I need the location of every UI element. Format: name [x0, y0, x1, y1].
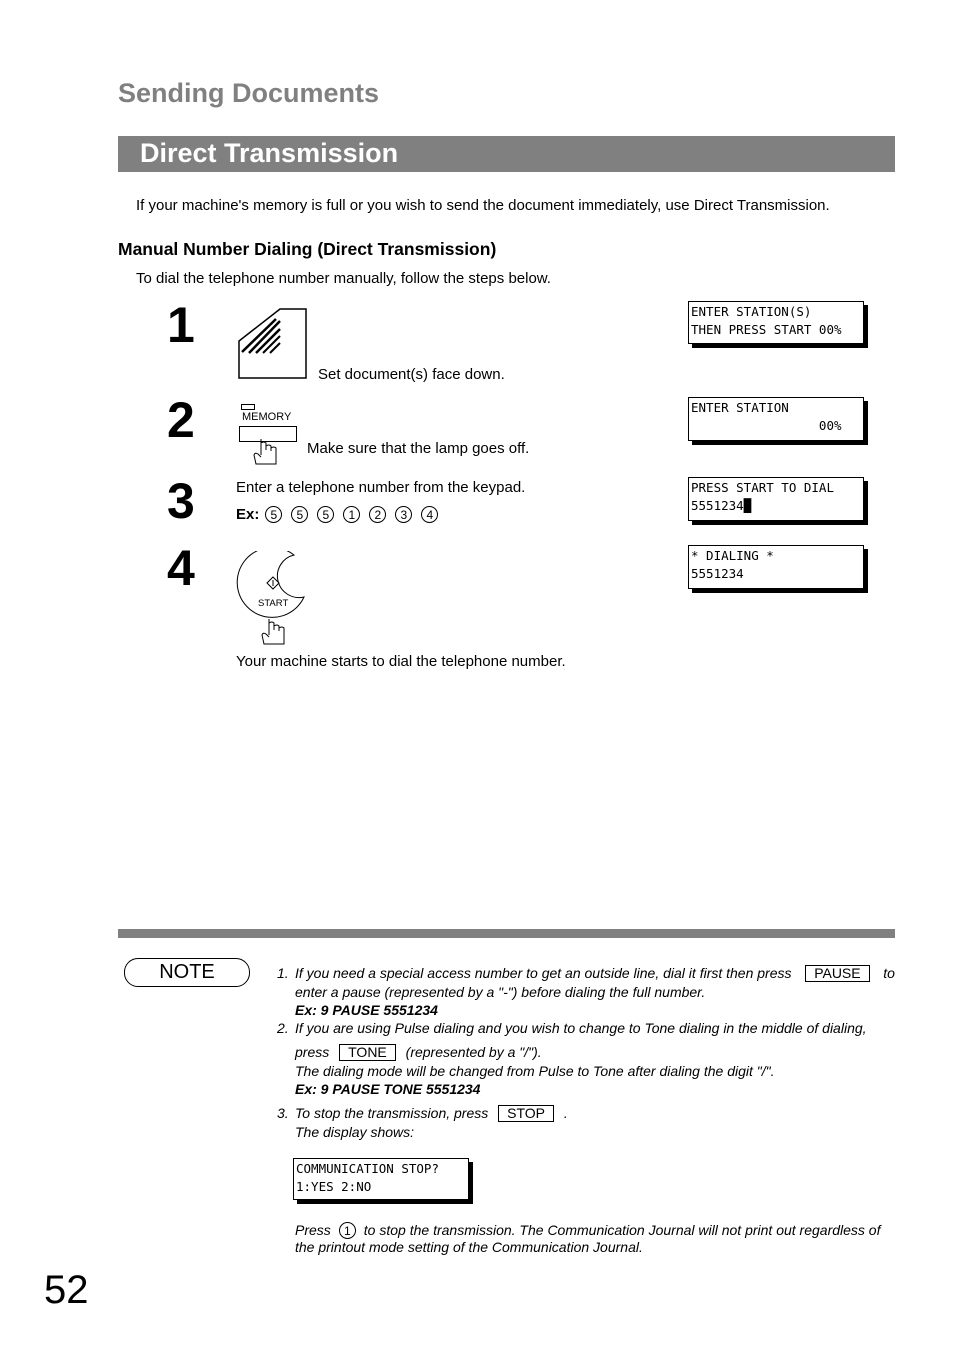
start-button-icon[interactable]	[236, 551, 310, 625]
note-text: to	[883, 965, 895, 981]
step-text: Make sure that the lamp goes off.	[307, 440, 530, 457]
section-title: Sending Documents	[118, 78, 380, 108]
note-line	[295, 1043, 542, 1062]
note-text: Press	[295, 1222, 331, 1238]
section-divider	[118, 929, 895, 938]
lcd-line: COMMUNICATION STOP?	[296, 1161, 439, 1176]
step-text: Set document(s) face down.	[318, 366, 505, 383]
note-text: to stop the transmission. The Communication Journal will not print out regardless of	[363, 1222, 881, 1238]
note-text: the printout mode setting of the Communication Journal.	[295, 1239, 643, 1255]
note-text: enter a pause (represented by a "-") before dialing the full number.	[295, 984, 706, 1000]
stop-key: STOP	[498, 1105, 554, 1122]
keypad-example	[236, 506, 447, 523]
key-1-icon: 1	[339, 1222, 356, 1239]
subsection-heading: Manual Number Dialing (Direct Transmission)	[118, 239, 497, 259]
example-label: Ex:	[236, 506, 260, 523]
lcd-line: * DIALING *	[691, 548, 774, 563]
subsection-intro: To dial the telephone number manually, follow the steps below.	[136, 270, 551, 287]
key-1-icon: 1	[343, 506, 360, 523]
step-text: Your machine starts to dial the telephone number.	[236, 653, 566, 670]
lcd-display	[688, 545, 864, 589]
key-5-icon: 5	[265, 506, 282, 523]
lcd-line: 5551234	[691, 566, 744, 581]
note-number: 1.	[277, 965, 289, 981]
note-number: 3.	[277, 1105, 289, 1121]
lcd-line: 5551234█	[691, 498, 752, 513]
intro-text: If your machine's memory is full or you wish to send the document immediately, use Direct Transmission.	[136, 197, 830, 214]
memory-lamp-icon	[241, 404, 255, 410]
lcd-line: ENTER STATION	[691, 400, 789, 415]
lcd-line: THEN PRESS START 00%	[691, 322, 842, 337]
note-badge: NOTE	[124, 958, 250, 987]
memory-button-label: MEMORY	[242, 411, 292, 423]
step-text: Enter a telephone number from the keypad.	[236, 479, 526, 496]
note-number: 2.	[277, 1020, 289, 1036]
step-number: 2	[167, 392, 195, 448]
note-example: Ex: 9 PAUSE 5551234	[295, 1002, 438, 1018]
note-example: Ex: 9 PAUSE TONE 5551234	[295, 1081, 481, 1097]
note-text: press	[295, 1044, 330, 1060]
note-text: The display shows:	[295, 1124, 415, 1140]
note-text: (represented by a "/").	[405, 1044, 542, 1060]
note-text: The dialing mode will be changed from Pulse to Tone after dialing the digit "/".	[295, 1063, 775, 1079]
tone-key: TONE	[339, 1044, 396, 1061]
lcd-display	[688, 477, 864, 521]
key-3-icon: 3	[395, 506, 412, 523]
key-5-icon: 5	[317, 506, 334, 523]
key-4-icon: 4	[421, 506, 438, 523]
note-text: If you need a special access number to get an outside line, dial it first then press	[295, 965, 792, 981]
lcd-line: PRESS START TO DIAL	[691, 480, 834, 495]
lcd-line: ENTER STATION(S)	[691, 304, 812, 319]
key-2-icon: 2	[369, 506, 386, 523]
step-number: 4	[167, 540, 195, 596]
key-5-icon: 5	[291, 506, 308, 523]
note-line	[295, 1104, 568, 1123]
note-text: If you are using Pulse dialing and you wish to change to Tone dialing in the middle of dialing,	[295, 1020, 867, 1036]
note-text: To stop the transmission, press	[295, 1105, 489, 1121]
document-feed-icon	[236, 307, 310, 381]
finger-press-icon	[259, 618, 289, 646]
page-number: 52	[44, 1268, 89, 1312]
lcd-display	[293, 1158, 469, 1200]
note-text: .	[563, 1105, 568, 1121]
pause-key: PAUSE	[805, 965, 869, 982]
step-number: 1	[167, 297, 195, 353]
start-button-label: START	[258, 598, 289, 609]
lcd-display	[688, 301, 864, 344]
page-title: Direct Transmission	[140, 138, 399, 168]
note-line	[295, 964, 895, 983]
finger-press-icon	[251, 438, 281, 466]
step-number: 3	[167, 473, 195, 529]
lcd-line: 1:YES 2:NO	[296, 1179, 372, 1194]
lcd-line: 00%	[691, 418, 842, 433]
lcd-display	[688, 397, 864, 441]
